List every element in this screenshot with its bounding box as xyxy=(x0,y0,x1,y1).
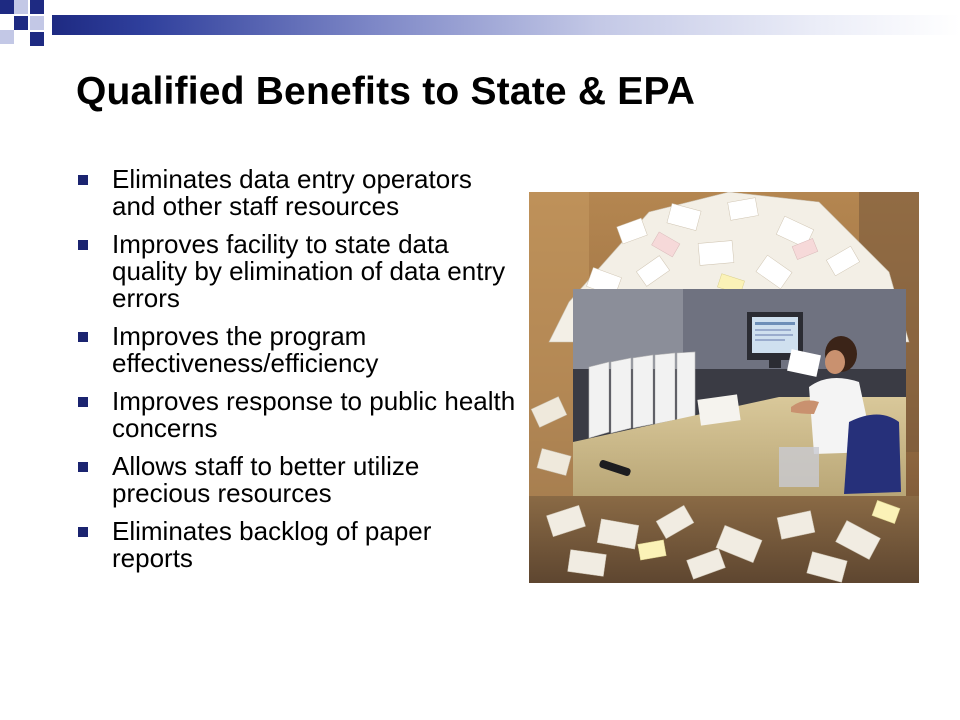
bullet-text: Eliminates backlog of paper reports xyxy=(112,516,432,573)
decor-square xyxy=(14,0,28,14)
square-bullet-icon xyxy=(78,397,88,407)
bullet-item xyxy=(78,166,518,220)
bullet-item xyxy=(78,518,518,572)
square-bullet-icon xyxy=(78,527,88,537)
bullet-item xyxy=(78,323,518,377)
bullet-item xyxy=(78,388,518,442)
square-bullet-icon xyxy=(78,175,88,185)
bullet-list xyxy=(78,166,518,583)
bullet-text: Improves response to public health concerns xyxy=(112,386,516,443)
bullet-item xyxy=(78,453,518,507)
decor-square xyxy=(0,30,14,44)
decor-square xyxy=(30,32,44,46)
decor-square xyxy=(0,0,14,14)
decor-square xyxy=(30,16,44,30)
bullet-text: Improves the program effectiveness/efficiency xyxy=(112,321,379,378)
bullet-text: Allows staff to better utilize precious resources xyxy=(112,451,420,508)
title-gradient-bar xyxy=(52,15,960,35)
slide-title: Qualified Benefits to State & EPA xyxy=(76,70,696,113)
decor-square xyxy=(14,16,28,30)
square-bullet-icon xyxy=(78,462,88,472)
square-bullet-icon xyxy=(78,240,88,250)
bullet-item xyxy=(78,231,518,312)
office-paper-pile-photo xyxy=(529,192,919,583)
decor-square xyxy=(30,0,44,14)
top-decoration xyxy=(0,0,960,48)
bullet-text: Eliminates data entry operators and other staff resources xyxy=(112,164,472,221)
bullet-text: Improves facility to state data quality by elimination of data entry errors xyxy=(112,229,506,313)
square-bullet-icon xyxy=(78,332,88,342)
